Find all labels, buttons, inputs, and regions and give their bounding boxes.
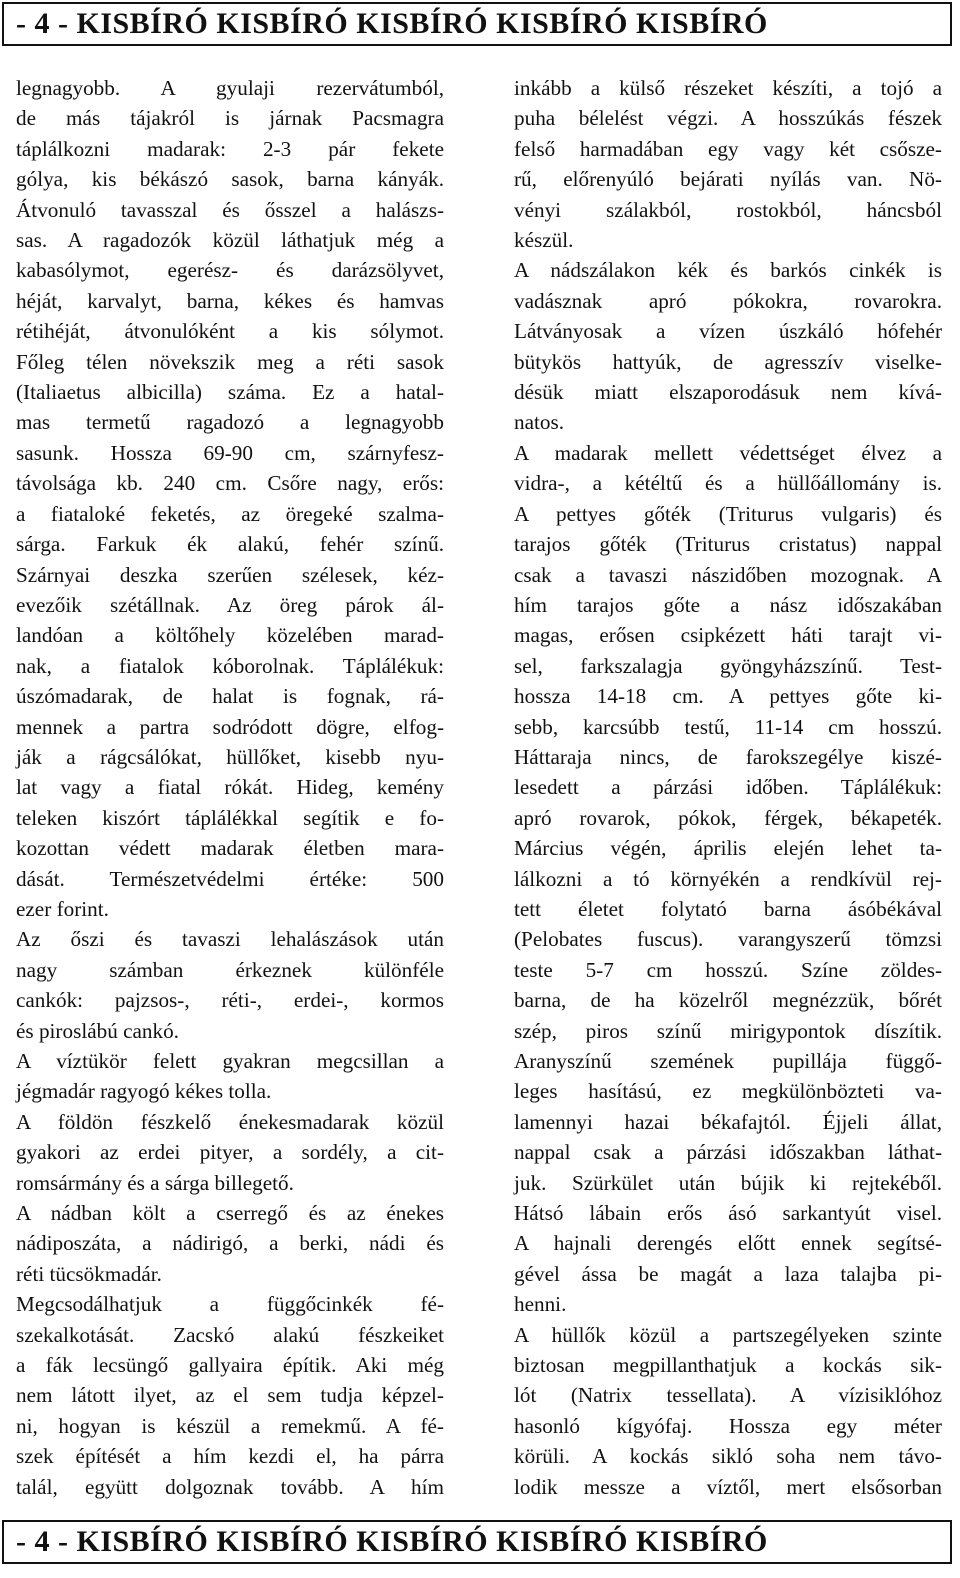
text-line: A nádban költ a cserregő és az énekes <box>16 1201 444 1226</box>
text-line: a fiataloké feketés, az öregeké szalma- <box>16 501 444 526</box>
page-header <box>2 2 952 46</box>
text-line: rű, előrenyúló bejárati nyílás van. Nö- <box>514 167 942 192</box>
text-line: biztosan megpillanthatjuk a kockás sik- <box>514 1353 942 1378</box>
right-column <box>514 73 942 1502</box>
text-line: Átvonuló tavasszal és ősszel a halászs- <box>16 197 444 222</box>
text-line: A madarak mellett védettséget élvez a <box>514 440 942 465</box>
text-line: gével ássa be magát a laza talajba pi- <box>514 1261 942 1286</box>
text-line: A víztükör felett gyakran megcsillan a <box>16 1049 444 1073</box>
text-line: henni. <box>514 1292 567 1317</box>
text-line: kabasólymot, egerész- és darázsölyvet, <box>16 258 444 283</box>
text-line: mas termetű ragadozó a legnagyobb <box>16 410 444 435</box>
text-line: Hátsó lábain erős ásó sarkantyút visel. <box>514 1201 942 1226</box>
text-line: legnagyobb. A gyulaji rezervátumból, <box>16 76 444 100</box>
text-line: romsármány és a sárga billegető. <box>16 1170 294 1195</box>
text-line: rétihéját, átvonulóként a kis sólymot. <box>16 319 444 344</box>
text-line: csak a tavaszi nászidőben mozognak. A <box>514 562 942 587</box>
text-line: felső harmadában egy vagy két csősze- <box>514 136 942 161</box>
text-line: hasonló kígyófaj. Hossza egy méter <box>514 1413 942 1438</box>
text-line: apró rovarok, pókok, férgek, békapeték. <box>514 805 942 830</box>
text-line: lálkozni a tó környékén a rendkívül rej- <box>514 866 942 891</box>
text-line: lesedett a párzási időben. Táplálékuk: <box>514 775 942 800</box>
text-line: A hajnali derengés előtt ennek segítsé- <box>514 1231 942 1256</box>
text-line: lót (Natrix tessellata). A vízisiklóhoz <box>514 1383 942 1408</box>
text-line: juk. Szürkület után bújik ki rejtekéből. <box>514 1170 942 1195</box>
text-line: A hüllők közül a partszegélyeken szinte <box>514 1322 942 1347</box>
text-line: hím tarajos gőte a nász időszakában <box>514 592 942 617</box>
text-line: (Pelobates fuscus). varangyszerű tömzsi <box>514 927 942 952</box>
text-line: lamennyi hazai békafajtól. Éjjeli állat, <box>514 1109 942 1134</box>
text-line: vényi szálakból, rostokból, háncsból <box>514 197 942 222</box>
text-line: de más tájakról is járnak Pacsmagra <box>16 106 444 131</box>
text-line: ni, hogyan is készül a remekmű. A fé- <box>16 1413 444 1438</box>
text-line: A pettyes gőték (Triturus vulgaris) és <box>514 501 942 526</box>
text-line: magas, erősen csipkézett háti tarajt vi- <box>514 623 942 648</box>
text-line: Március végén, április elején lehet ta- <box>514 836 942 861</box>
text-line: sárga. Farkuk ék alakú, fehér színű. <box>16 532 444 557</box>
page-header-text: - 4 - KISBÍRÓ KISBÍRÓ KISBÍRÓ KISBÍRÓ KISBÍRÓ <box>16 7 768 40</box>
text-line: leges hasítású, ez megkülönbözteti va- <box>514 1079 942 1104</box>
text-line: vidra-, a kétéltű és a hüllőállomány is. <box>514 471 942 496</box>
text-line: sas. A ragadozók közül láthatjuk még a <box>16 228 444 253</box>
text-line: vadásznak apró pókokra, rovarokra. <box>514 288 942 313</box>
text-line: cankók: pajzsos-, réti-, erdei-, kormos <box>16 988 444 1013</box>
text-line: körüli. A kockás sikló soha nem távo- <box>514 1444 942 1469</box>
text-line: szép, piros színű mirigypontok díszítik. <box>514 1018 942 1043</box>
text-line: tett életet folytató barna ásóbékával <box>514 896 942 921</box>
text-line: sebb, karcsúbb testű, 11-14 cm hosszú. <box>514 714 942 739</box>
text-line: réti tücsökmadár. <box>16 1261 162 1286</box>
text-line: puha bélelést végzi. A hosszúkás fészek <box>514 106 942 131</box>
text-line: nak, a fiatalok kóborolnak. Táplálékuk: <box>16 653 444 678</box>
text-line: Az őszi és tavaszi lehalászások után <box>16 927 444 952</box>
text-line: jégmadár ragyogó kékes tolla. <box>16 1079 272 1104</box>
text-line: evezőik szétállnak. Az öreg párok ál- <box>16 592 444 617</box>
text-line: Szárnyai deszka szerűen szélesek, kéz- <box>16 562 444 587</box>
text-line: kozottan védett madarak életben mara- <box>16 836 444 861</box>
text-line: inkább a külső részeket készíti, a tojó a <box>514 76 942 100</box>
text-line: ják a rágcsálókat, hüllőket, kisebb nyu- <box>16 744 444 769</box>
text-line: nagy számban érkeznek különféle <box>16 957 444 982</box>
text-line: hossza 14-18 cm. A pettyes gőte ki- <box>514 684 942 709</box>
text-line: natos. <box>514 410 565 435</box>
text-line: Főleg télen növekszik meg a réti sasok <box>16 349 444 374</box>
text-line: Látványosak a vízen úszkáló hófehér <box>514 319 942 344</box>
text-line: sel, farkszalagja gyöngyházszínű. Test- <box>514 653 942 678</box>
text-line: A nádszálakon kék és barkós cinkék is <box>514 258 942 283</box>
text-line: landóan a költőhely közelében marad- <box>16 623 444 648</box>
text-line: Háttaraja nincs, de farokszegélye kiszé- <box>514 744 942 769</box>
page-footer-text: - 4 - KISBÍRÓ KISBÍRÓ KISBÍRÓ KISBÍRÓ KISBÍRÓ <box>16 1525 768 1558</box>
text-line: a fák lecsüngő gallyaira építik. Aki még <box>16 1353 444 1378</box>
text-line: nádiposzáta, a nádirigó, a berki, nádi és <box>16 1231 444 1256</box>
text-line: táplálkozni madarak: 2-3 pár fekete <box>16 136 444 161</box>
text-line: teste 5-7 cm hosszú. Színe zöldes- <box>514 957 942 982</box>
text-line: úszómadarak, de halat is fognak, rá- <box>16 684 444 709</box>
text-line: Aranyszínű szemének pupillája függő- <box>514 1049 942 1073</box>
text-line: (Italiaetus albicilla) száma. Ez a hatal- <box>16 380 444 405</box>
text-line: szek építését a hím kezdi el, ha párra <box>16 1444 444 1469</box>
text-line: gyakori az erdei pityer, a sordély, a cit- <box>16 1140 444 1165</box>
text-line: lat vagy a fiatal rókát. Hideg, kemény <box>16 775 444 800</box>
text-line: gólya, kis békászó sasok, barna kányák. <box>16 167 444 192</box>
text-line: szekalkotását. Zacskó alakú fészkeiket <box>16 1322 444 1347</box>
text-line: nem látott ilyet, az el sem tudja képzel- <box>16 1383 444 1408</box>
text-line: bütykös hattyúk, de agresszív viselke- <box>514 349 942 374</box>
text-line: barna, de ha közelről megnézzük, bőrét <box>514 988 942 1013</box>
left-column <box>16 73 444 1502</box>
text-line: és piroslábú cankó. <box>16 1018 179 1043</box>
text-line: désük miatt elszaporodásuk nem kívá- <box>514 380 942 405</box>
text-line: sasunk. Hossza 69-90 cm, szárnyfesz- <box>16 440 444 465</box>
text-line: nappal csak a párzási időszakban láthat- <box>514 1140 942 1165</box>
text-line: készül. <box>514 228 574 253</box>
text-line: dását. Természetvédelmi értéke: 500 <box>16 866 444 891</box>
page-footer <box>2 1520 952 1564</box>
text-line: talál, együtt dolgoznak tovább. A hím <box>16 1474 444 1499</box>
text-line: A földön fészkelő énekesmadarak közül <box>16 1109 444 1134</box>
text-line: ezer forint. <box>16 896 109 921</box>
text-line: héját, karvalyt, barna, kékes és hamvas <box>16 288 444 313</box>
text-line: teleken kiszórt táplálékkal segítik e fo- <box>16 805 444 830</box>
text-line: lodik messze a víztől, mert elsősorban <box>514 1474 942 1499</box>
text-line: mennek a partra sodródott dögre, elfog- <box>16 714 444 739</box>
text-line: távolsága kb. 240 cm. Csőre nagy, erős: <box>16 471 444 496</box>
text-line: Megcsodálhatjuk a függőcinkék fé- <box>16 1292 444 1317</box>
text-line: tarajos gőték (Triturus cristatus) nappal <box>514 532 942 557</box>
